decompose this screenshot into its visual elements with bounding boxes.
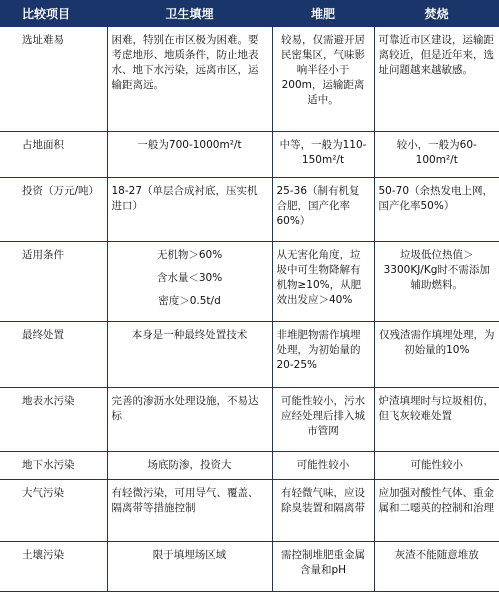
table-row [0, 321, 499, 387]
cell-compost: 有轻微气味，应设除臭装置和隔离带 [272, 479, 374, 541]
cell-incineration: 可靠近市区建设，运输距离较近，但是近年来，选址问题越来越敏感。 [374, 27, 499, 131]
cell-compost: 可能性较小 [272, 451, 374, 479]
row-label: 大气污染 [0, 479, 107, 541]
table-row [0, 177, 499, 241]
cell-incineration: 炉渣填埋时与垃圾相仿，但飞灰较难处置 [374, 387, 499, 451]
header-row [0, 0, 499, 27]
cell-compost: 较易，仅需避开居民密集区，气味影响半径小于200m，运输距离适中。 [272, 27, 374, 131]
row-label: 占地面积 [0, 131, 107, 177]
table-row [0, 451, 499, 479]
cell-compost: 可能性较小，污水应经处理后排入城市管网 [272, 387, 374, 451]
cell-compost: 25-36（制有机复合肥，国产化率60%） [272, 177, 374, 241]
table-header [0, 0, 499, 27]
cell-landfill: 18-27（单层合成衬底，压实机进口） [107, 177, 272, 241]
table-row [0, 27, 499, 131]
cell-compost: 非堆肥物需作填埋处理，为初始量的20-25% [272, 321, 374, 387]
cell-incineration: 垃圾低位热值＞3300KJ/Kg时不需添加辅助燃料。 [374, 241, 499, 321]
cell-incineration: 仅残渣需作填埋处理，为初始量的10% [374, 321, 499, 387]
cell-incineration: 可能性较小 [374, 451, 499, 479]
cell-incineration: 应加强对酸性气体、重金属和二噁英的控制和治理 [374, 479, 499, 541]
condition-density: 密度＞0.5t/d [158, 294, 221, 307]
header-compost: 堆肥 [272, 0, 374, 27]
cell-compost: 中等，一般为110-150m²/t [272, 131, 374, 177]
cell-landfill: 场底防渗，投资大 [107, 451, 272, 479]
header-item: 比较项目 [0, 0, 107, 27]
table-row [0, 541, 499, 591]
cell-compost: 从无害化角度，垃圾中可生物降解有机物≥10%，从肥效出发应＞40% [272, 241, 374, 321]
cell-incineration: 50-70（余热发电上网，国产化率50%） [374, 177, 499, 241]
row-label: 适用条件 [0, 241, 107, 321]
cell-landfill: 困难，特别在市区极为困难。要考虑地形、地质条件，防止地表水、地下水污染，远离市区，运输距离远。 [107, 27, 272, 131]
cell-incineration: 灰渣不能随意堆放 [374, 541, 499, 591]
cell-landfill: 完善的渗沥水处理设施，不易达标 [107, 387, 272, 451]
table-row [0, 131, 499, 177]
row-label: 地下水污染 [0, 451, 107, 479]
cell-landfill: 一般为700-1000m²/t [107, 131, 272, 177]
table-body [0, 27, 499, 591]
cell-landfill [107, 241, 272, 321]
cell-compost: 需控制堆肥重金属含量和pH [272, 541, 374, 591]
condition-moisture: 含水量＜30% [156, 271, 223, 284]
table-row [0, 241, 499, 321]
header-landfill: 卫生填埋 [107, 0, 272, 27]
cell-incineration: 较小，一般为60-100m²/t [374, 131, 499, 177]
condition-inorganic: 无机物＞60% [156, 248, 223, 261]
row-label: 土壤污染 [0, 541, 107, 591]
table-row [0, 479, 499, 541]
row-label: 最终处置 [0, 321, 107, 387]
row-label: 选址难易 [0, 27, 107, 131]
row-label: 地表水污染 [0, 387, 107, 451]
row-label: 投资（万元/吨） [0, 177, 107, 241]
table-row [0, 387, 499, 451]
cell-landfill: 本身是一种最终处置技术 [107, 321, 272, 387]
cell-landfill: 有轻微污染，可用导气、覆盖、隔离带等措施控制 [107, 479, 272, 541]
header-incineration: 焚烧 [374, 0, 499, 27]
cell-landfill: 限于填埋场区域 [107, 541, 272, 591]
